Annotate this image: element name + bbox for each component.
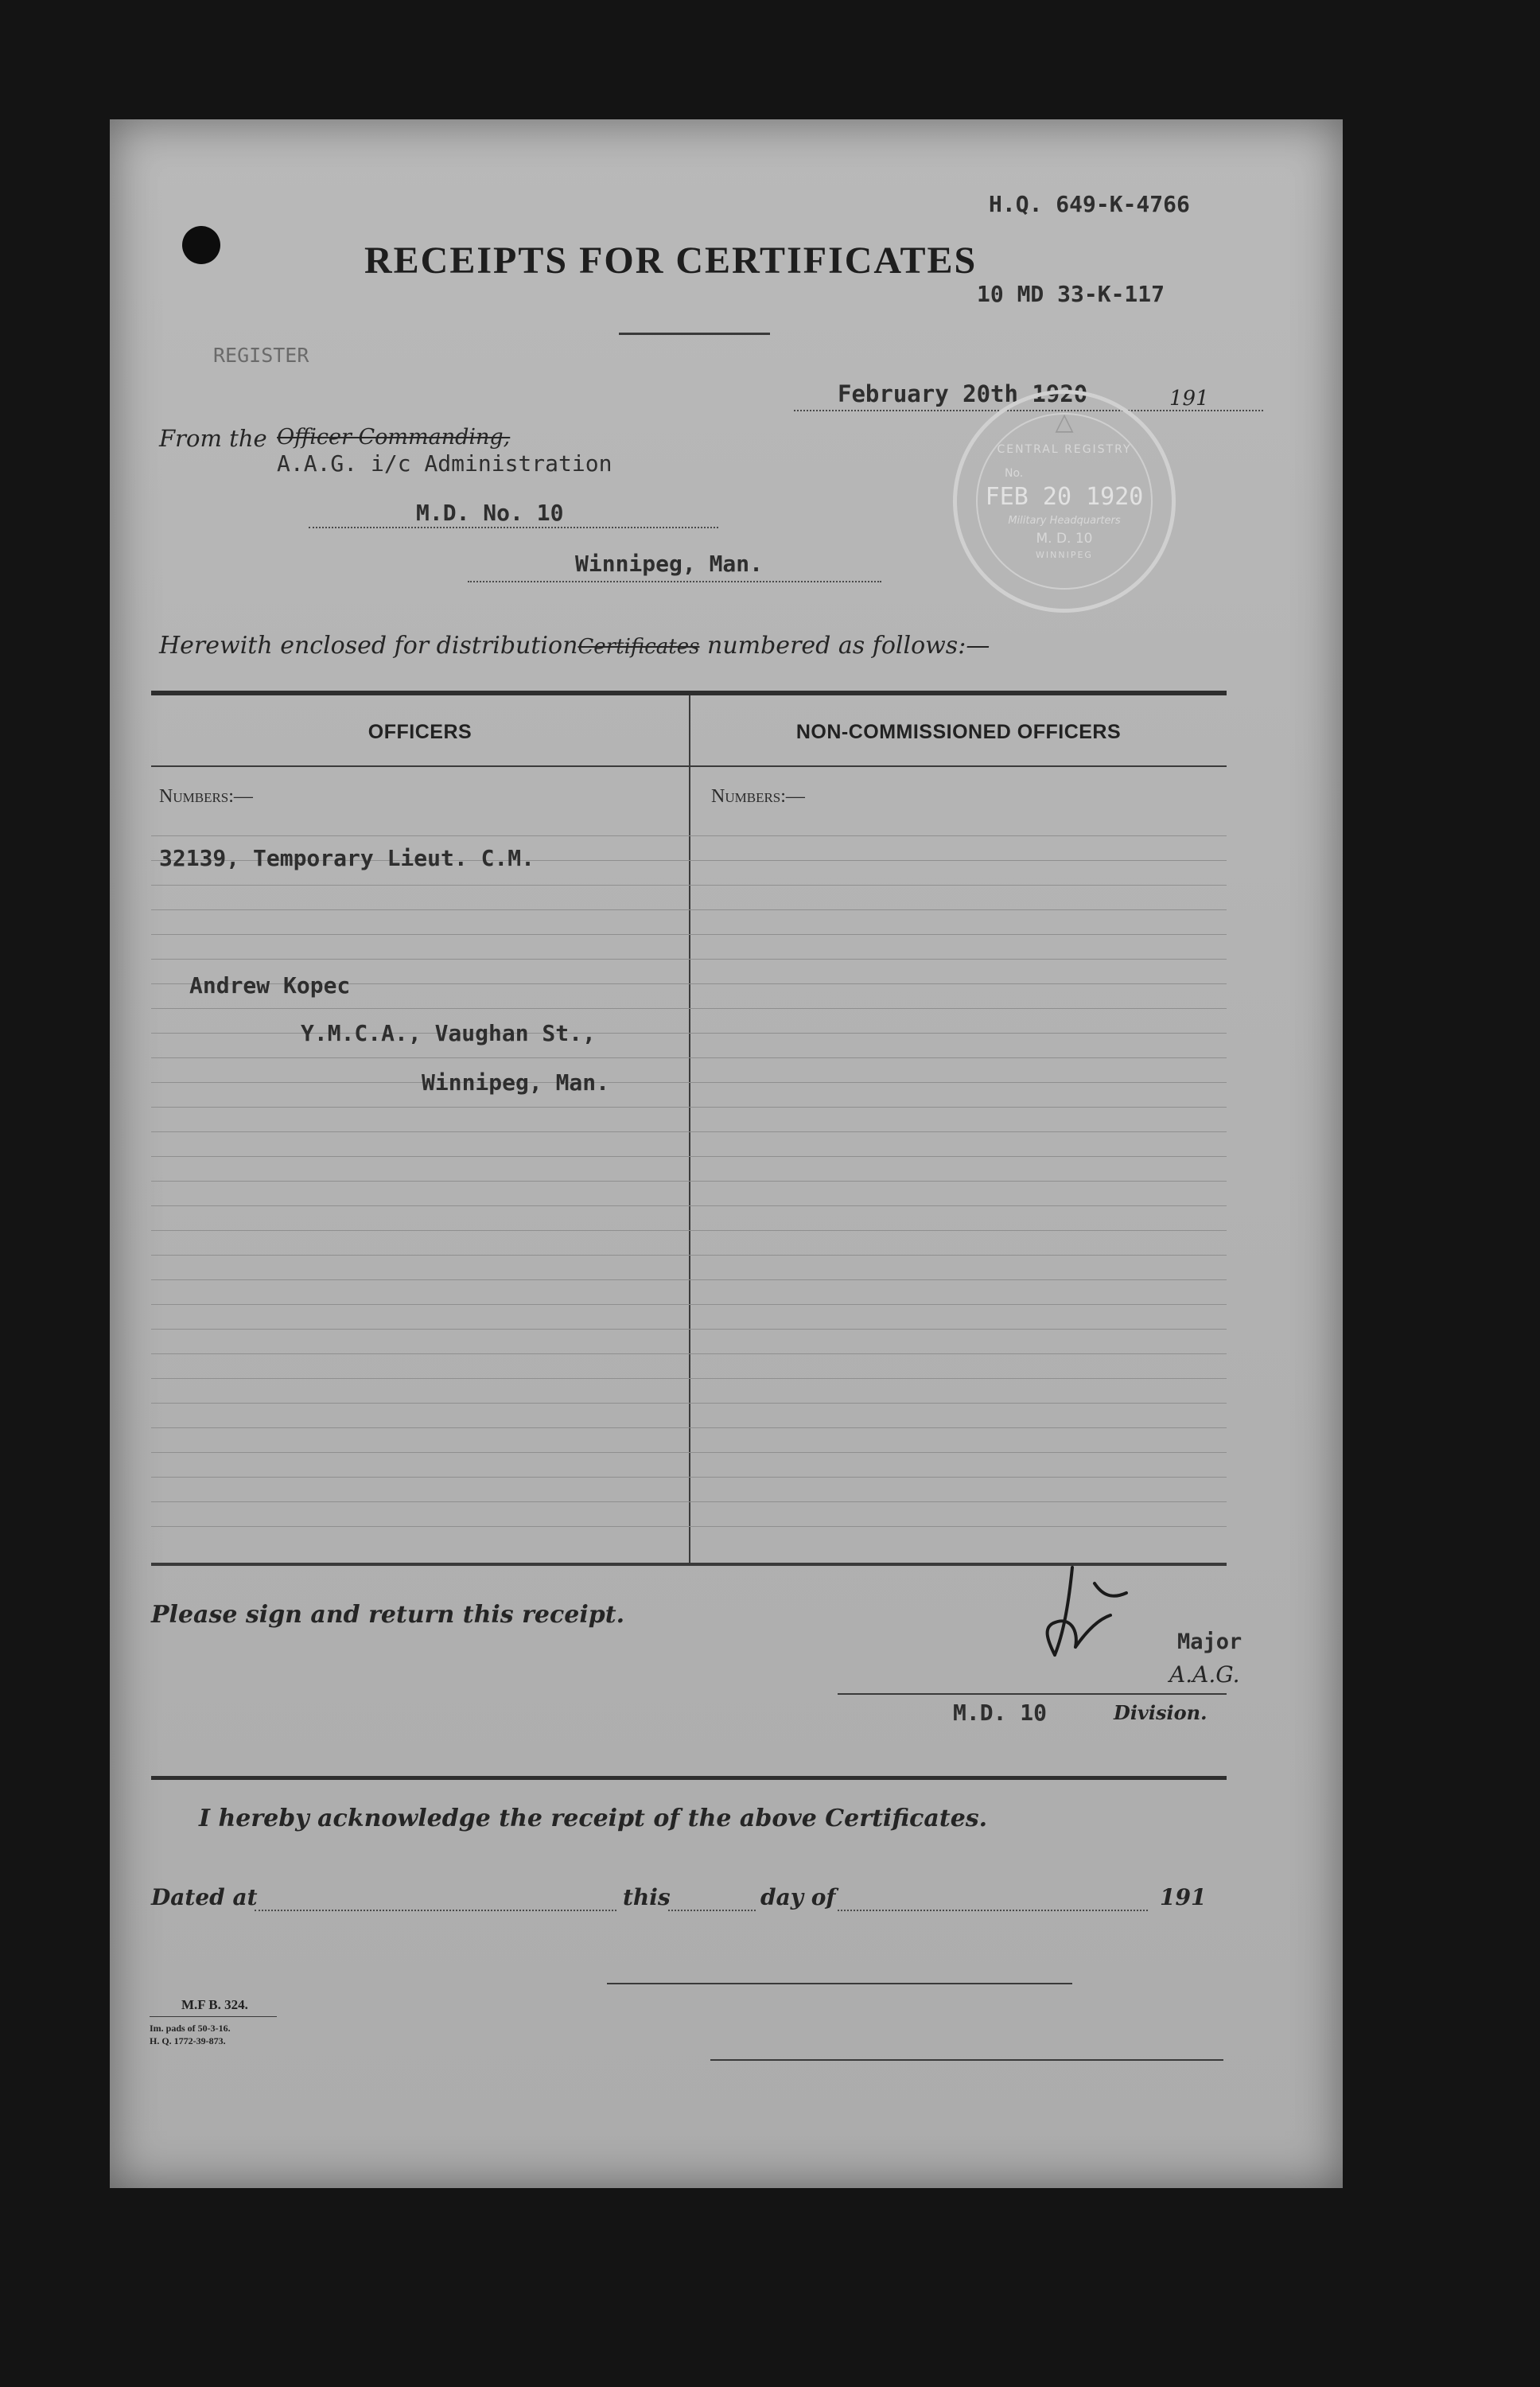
- ruled-line: [151, 959, 1227, 960]
- dated-at-label: Dated at: [151, 1884, 258, 1910]
- officers-numbers-label: Numbers:—: [159, 786, 253, 807]
- district-file-number: 10 MD 33-K-117: [977, 281, 1165, 307]
- receiver-signature-line: [607, 1983, 1072, 1984]
- ruled-line: [151, 1403, 1227, 1404]
- form-number: M.F B. 324.: [181, 1997, 248, 2012]
- signer-rank: Major: [1177, 1630, 1242, 1654]
- central-registry-stamp: [953, 390, 1176, 613]
- ruled-line: [151, 1477, 1227, 1478]
- ruled-line: [151, 1501, 1227, 1502]
- nco-header: NON-COMMISSIONED OFFICERS: [795, 721, 1122, 743]
- header-bottom-rule: [151, 765, 1227, 767]
- signer-district: M.D. 10: [953, 1700, 1048, 1726]
- table-center-divider: [689, 695, 690, 1563]
- ruled-line: [151, 1427, 1227, 1428]
- struck-officer-commanding: Officer Commanding,: [277, 425, 511, 450]
- day-of-label: day of: [760, 1884, 836, 1910]
- ruled-line: [151, 1526, 1227, 1527]
- ruled-line: [151, 1255, 1227, 1256]
- stamp-date: FEB 20 1920: [985, 483, 1144, 511]
- enclosure-suffix: numbered as follows:—: [707, 632, 990, 660]
- dated-at-line: [255, 1910, 616, 1911]
- sign-request: Please sign and return this receipt.: [151, 1601, 625, 1629]
- ruled-line: [151, 1181, 1227, 1182]
- enclosure-struck: Certificates: [578, 635, 700, 659]
- acknowledgement-text: I hereby acknowledge the receipt of the above Certificates.: [199, 1805, 988, 1832]
- file-number: H.Q. 649-K-4766: [989, 191, 1190, 217]
- ruled-line: [151, 1329, 1227, 1330]
- division-label: Division.: [1114, 1701, 1208, 1724]
- from-line-rule-1: [309, 527, 718, 528]
- from-line-2: M.D. No. 10: [416, 500, 564, 526]
- document-sheet: [110, 119, 1343, 2188]
- recipient-address-1: Y.M.C.A., Vaughan St.,: [301, 1020, 596, 1046]
- certificate-entry: 32139, Temporary Lieut. C.M.: [159, 845, 535, 871]
- this-label: this: [623, 1884, 671, 1910]
- punch-hole: [182, 226, 220, 264]
- acknowledgement-year: 191: [1160, 1884, 1207, 1910]
- nco-numbers-label: Numbers:—: [711, 786, 805, 807]
- stamp-line-2: Military Headquarters: [1008, 515, 1121, 527]
- form-number-rule: [150, 2016, 277, 2017]
- from-label: From the: [159, 425, 267, 452]
- ruled-line: [151, 1452, 1227, 1453]
- ruled-line: [151, 1082, 1227, 1083]
- ruled-line: [151, 1353, 1227, 1354]
- stamp-no-label: No.: [1005, 467, 1024, 480]
- ruled-line: [151, 1304, 1227, 1305]
- receipt-divider: [151, 1776, 1227, 1780]
- ruled-line: [151, 1279, 1227, 1280]
- ruled-line: [151, 1230, 1227, 1231]
- signer-title: A.A.G.: [1169, 1661, 1240, 1688]
- from-line-rule-2: [468, 581, 881, 582]
- stamp-triangle-icon: △: [1055, 408, 1074, 436]
- ruled-line: [151, 1057, 1227, 1058]
- receiver-title-line: [710, 2059, 1223, 2061]
- from-line-1: A.A.G. i/c Administration: [277, 450, 612, 477]
- ruled-line: [151, 885, 1227, 886]
- stamp-title: CENTRAL REGISTRY: [997, 443, 1132, 456]
- recipient-name: Andrew Kopec: [189, 972, 351, 999]
- ruled-line: [151, 1107, 1227, 1108]
- form-title: RECEIPTS FOR CERTIFICATES: [364, 239, 978, 282]
- ruled-line: [151, 1205, 1227, 1206]
- recipient-address-2: Winnipeg, Man.: [422, 1069, 610, 1096]
- signature-mark: [1023, 1552, 1150, 1679]
- this-line: [668, 1910, 756, 1911]
- ruled-line: [151, 835, 1227, 836]
- ruled-line: [151, 1008, 1227, 1009]
- form-issue-2: H. Q. 1772-39-873.: [150, 2035, 226, 2046]
- enclosure-line: [159, 632, 990, 660]
- ruled-line: [151, 909, 1227, 910]
- day-of-line: [838, 1910, 1148, 1911]
- ruled-line: [151, 1131, 1227, 1132]
- officers-header: OFFICERS: [368, 721, 472, 743]
- enclosure-prefix: Herewith enclosed for distribution: [159, 632, 578, 660]
- stamp-line-4: WINNIPEG: [1036, 550, 1093, 560]
- ruled-line: [151, 1378, 1227, 1379]
- printed-year: 191: [1169, 387, 1209, 411]
- from-line-3: Winnipeg, Man.: [575, 551, 764, 577]
- typed-date: February 20th 1920: [838, 380, 1088, 407]
- signature-line: [838, 1693, 1227, 1695]
- form-issue-1: Im. pads of 50-3-16.: [150, 2023, 231, 2034]
- ruled-line: [151, 934, 1227, 935]
- ruled-line: [151, 1156, 1227, 1157]
- stamp-line-3: M. D. 10: [1036, 531, 1093, 547]
- register-mark: REGISTER: [213, 344, 309, 367]
- title-underline: [619, 333, 770, 335]
